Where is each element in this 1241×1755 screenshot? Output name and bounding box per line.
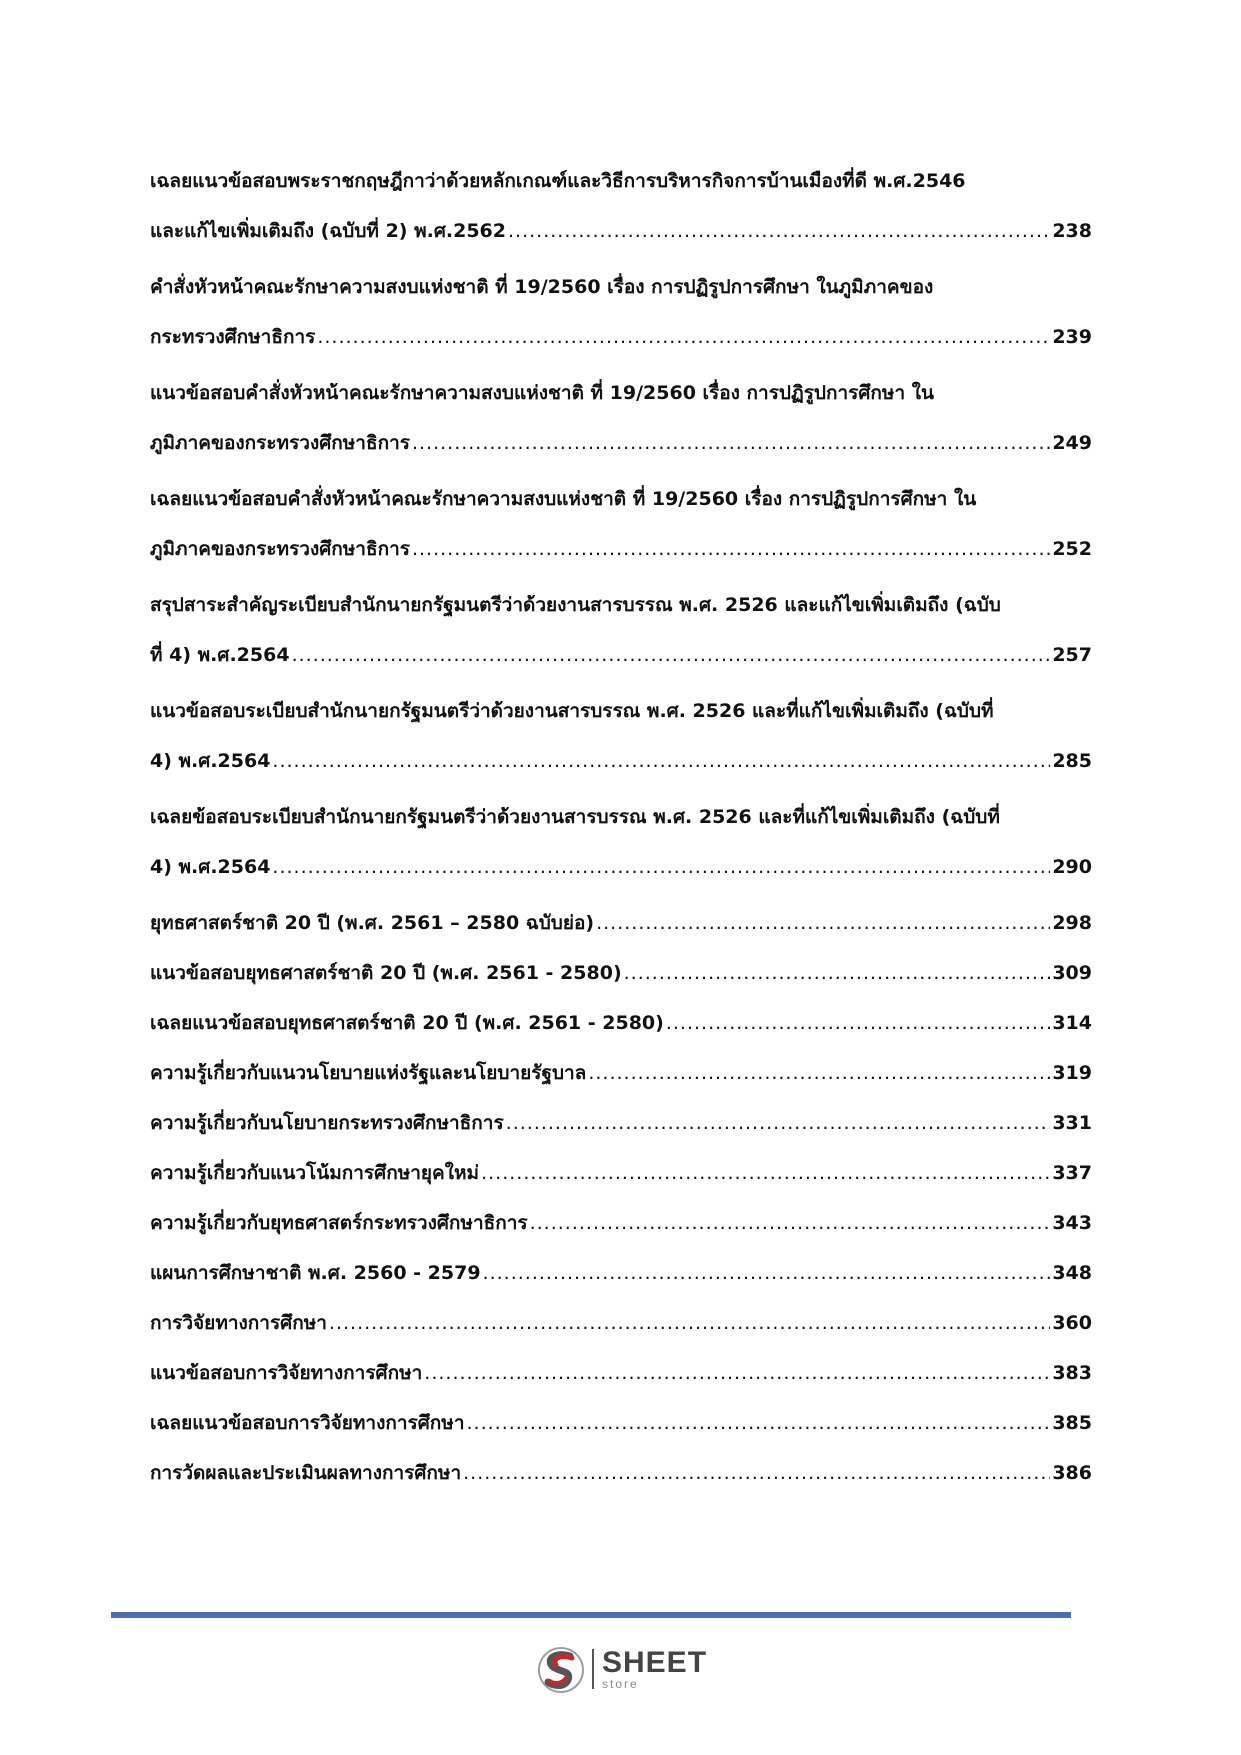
logo-separator: [592, 1649, 594, 1689]
toc-entry[interactable]: [150, 580, 1092, 680]
toc-entry[interactable]: [150, 1398, 1092, 1448]
toc-entry-title-line: กระทรวงศึกษาธิการ: [150, 326, 316, 348]
toc-entry-row: [150, 1048, 1092, 1098]
dot-leader: [624, 948, 1051, 998]
toc-entry-row: [150, 312, 1092, 362]
dot-leader: [463, 1448, 1050, 1498]
toc-entry[interactable]: [150, 998, 1092, 1048]
toc-entry-row: [150, 524, 1092, 574]
toc-entry-title-line: เฉลยแนวข้อสอบการวิจัยทางการศึกษา: [150, 1412, 465, 1434]
dot-leader: [530, 1198, 1051, 1248]
sheet-store-s-icon: [536, 1644, 586, 1694]
toc-entry-title-line: เฉลยข้อสอบระเบียบสำนักนายกรัฐมนตรีว่าด้วยงานสารบรรณ พ.ศ. 2526 และที่แก้ไขเพิ่มเติมถึง (ฉบับที่: [150, 806, 1000, 828]
toc-entry-row: [150, 1398, 1092, 1448]
toc-entry-title-line: ความรู้เกี่ยวกับนโยบายกระทรวงศึกษาธิการ: [150, 1112, 504, 1134]
dot-leader: [317, 312, 1050, 362]
toc-entry[interactable]: [150, 1048, 1092, 1098]
sheet-store-logo: [536, 1643, 707, 1695]
toc-entry-title-line: การวิจัยทางการศึกษา: [150, 1312, 327, 1334]
toc-entry[interactable]: [150, 1348, 1092, 1398]
toc-entry-title-line: แนวข้อสอบคำสั่งหัวหน้าคณะรักษาความสงบแห่งชาติ ที่ 19/2560 เรื่อง การปฏิรูปการศึกษา ใน: [150, 382, 935, 404]
toc-entry[interactable]: [150, 262, 1092, 362]
dot-leader: [272, 842, 1050, 892]
dot-leader: [596, 898, 1050, 948]
toc-entry-title-line: ภูมิภาคของกระทรวงศึกษาธิการ: [150, 432, 410, 454]
toc-entry[interactable]: [150, 1148, 1092, 1198]
toc-page-number: 285: [1052, 750, 1092, 772]
toc-entry[interactable]: [150, 948, 1092, 998]
toc-entry[interactable]: [150, 474, 1092, 574]
toc-page-number: 239: [1052, 326, 1092, 348]
dot-leader: [412, 524, 1050, 574]
toc-page-number: 238: [1052, 220, 1092, 242]
toc-entry-row: [150, 1098, 1092, 1148]
toc-entry[interactable]: [150, 1198, 1092, 1248]
dot-leader: [483, 1248, 1051, 1298]
toc-entry-row: [150, 630, 1092, 680]
dot-leader: [292, 630, 1051, 680]
toc-entry-title-line: คำสั่งหัวหน้าคณะรักษาความสงบแห่งชาติ ที่ 19/2560 เรื่อง การปฏิรูปการศึกษา ในภูมิภาคของ: [150, 276, 934, 298]
toc-page-number: 386: [1052, 1462, 1092, 1484]
toc-entry-title-line: ความรู้เกี่ยวกับแนวนโยบายแห่งรัฐและนโยบายรัฐบาล: [150, 1062, 587, 1084]
toc-entry-row: [150, 1198, 1092, 1248]
dot-leader: [588, 1048, 1050, 1098]
toc-entry-title-line: สรุปสาระสำคัญระเบียบสำนักนายกรัฐมนตรีว่าด้วยงานสารบรรณ พ.ศ. 2526 และแก้ไขเพิ่มเติมถึง (ฉบับ: [150, 594, 1001, 616]
toc-entry-title-line: 4) พ.ศ.2564: [150, 750, 271, 772]
toc-entry-title-line: แนวข้อสอบยุทธศาสตร์ชาติ 20 ปี (พ.ศ. 2561 - 2580): [150, 962, 622, 984]
dot-leader: [272, 736, 1050, 786]
toc-entry[interactable]: [150, 1248, 1092, 1298]
toc-entry-title-line: ความรู้เกี่ยวกับยุทธศาสตร์กระทรวงศึกษาธิการ: [150, 1212, 528, 1234]
toc-page-number: 309: [1052, 962, 1092, 984]
toc-page-number: 252: [1052, 538, 1092, 560]
toc-entry-row: [150, 1348, 1092, 1398]
table-of-contents: [150, 150, 1092, 1498]
toc-entry-row: [150, 1298, 1092, 1348]
toc-page-number: 383: [1052, 1362, 1092, 1384]
dot-leader: [329, 1298, 1050, 1348]
toc-entry-title-line: แผนการศึกษาชาติ พ.ศ. 2560 - 2579: [150, 1262, 481, 1284]
dot-leader: [666, 998, 1050, 1048]
toc-entry-title-line: การวัดผลและประเมินผลทางการศึกษา: [150, 1462, 462, 1484]
toc-page-number: 385: [1052, 1412, 1092, 1434]
toc-entry[interactable]: [150, 368, 1092, 468]
toc-entry-title-line: และแก้ไขเพิ่มเติมถึง (ฉบับที่ 2) พ.ศ.2562: [150, 220, 506, 242]
toc-entry[interactable]: [150, 156, 1092, 256]
toc-entry-title-line: ความรู้เกี่ยวกับแนวโน้มการศึกษายุคใหม่: [150, 1162, 480, 1184]
toc-entry-row: [150, 206, 1092, 256]
toc-entry[interactable]: [150, 898, 1092, 948]
dot-leader: [508, 206, 1050, 256]
toc-entry[interactable]: [150, 686, 1092, 786]
toc-page-number: 257: [1052, 644, 1092, 666]
toc-page-number: 331: [1052, 1112, 1092, 1134]
toc-entry-title-line: ภูมิภาคของกระทรวงศึกษาธิการ: [150, 538, 410, 560]
toc-entry-row: [150, 998, 1092, 1048]
toc-entry[interactable]: [150, 1448, 1092, 1498]
toc-entry-title-line: แนวข้อสอบระเบียบสำนักนายกรัฐมนตรีว่าด้วยงานสารบรรณ พ.ศ. 2526 และที่แก้ไขเพิ่มเติมถึง (ฉบับที่: [150, 700, 994, 722]
toc-entry-row: [150, 1248, 1092, 1298]
footer-divider: [111, 1612, 1071, 1618]
toc-entry-title-line: เฉลยแนวข้อสอบพระราชกฤษฎีกาว่าด้วยหลักเกณฑ์และวิธีการบริหารกิจการบ้านเมืองที่ดี พ.ศ.2546: [150, 170, 966, 192]
toc-entry[interactable]: [150, 1098, 1092, 1148]
toc-entry-row: [150, 842, 1092, 892]
logo-brand-text: SHEET: [602, 1646, 708, 1679]
toc-page-number: 348: [1052, 1262, 1092, 1284]
toc-entry-title-line: 4) พ.ศ.2564: [150, 856, 271, 878]
toc-page-number: 298: [1052, 912, 1092, 934]
dot-leader: [424, 1348, 1050, 1398]
dot-leader: [506, 1098, 1051, 1148]
toc-entry[interactable]: [150, 1298, 1092, 1348]
logo-sub-text: store: [602, 1677, 639, 1691]
toc-entry-row: [150, 898, 1092, 948]
dot-leader: [467, 1398, 1051, 1448]
toc-entry-title-line: เฉลยแนวข้อสอบยุทธศาสตร์ชาติ 20 ปี (พ.ศ. 2561 - 2580): [150, 1012, 664, 1034]
toc-entry-title-line: แนวข้อสอบการวิจัยทางการศึกษา: [150, 1362, 423, 1384]
toc-entry-row: [150, 1148, 1092, 1198]
toc-entry[interactable]: [150, 792, 1092, 892]
toc-page-number: 360: [1052, 1312, 1092, 1334]
toc-page-number: 314: [1052, 1012, 1092, 1034]
toc-entry-row: [150, 1448, 1092, 1498]
toc-page-number: 249: [1052, 432, 1092, 454]
dot-leader: [481, 1148, 1050, 1198]
toc-entry-row: [150, 948, 1092, 998]
toc-entry-title-line: เฉลยแนวข้อสอบคำสั่งหัวหน้าคณะรักษาความสงบแห่งชาติ ที่ 19/2560 เรื่อง การปฏิรูปการศึกษา ใน: [150, 488, 977, 510]
toc-page-number: 343: [1052, 1212, 1092, 1234]
toc-entry-row: [150, 736, 1092, 786]
toc-entry-row: [150, 418, 1092, 468]
dot-leader: [412, 418, 1050, 468]
toc-entry-title-line: ที่ 4) พ.ศ.2564: [150, 644, 290, 666]
toc-entry-title-line: ยุทธศาสตร์ชาติ 20 ปี (พ.ศ. 2561 – 2580 ฉบับย่อ): [150, 912, 595, 934]
toc-page-number: 290: [1052, 856, 1092, 878]
toc-page-number: 337: [1052, 1162, 1092, 1184]
toc-page-number: 319: [1052, 1062, 1092, 1084]
